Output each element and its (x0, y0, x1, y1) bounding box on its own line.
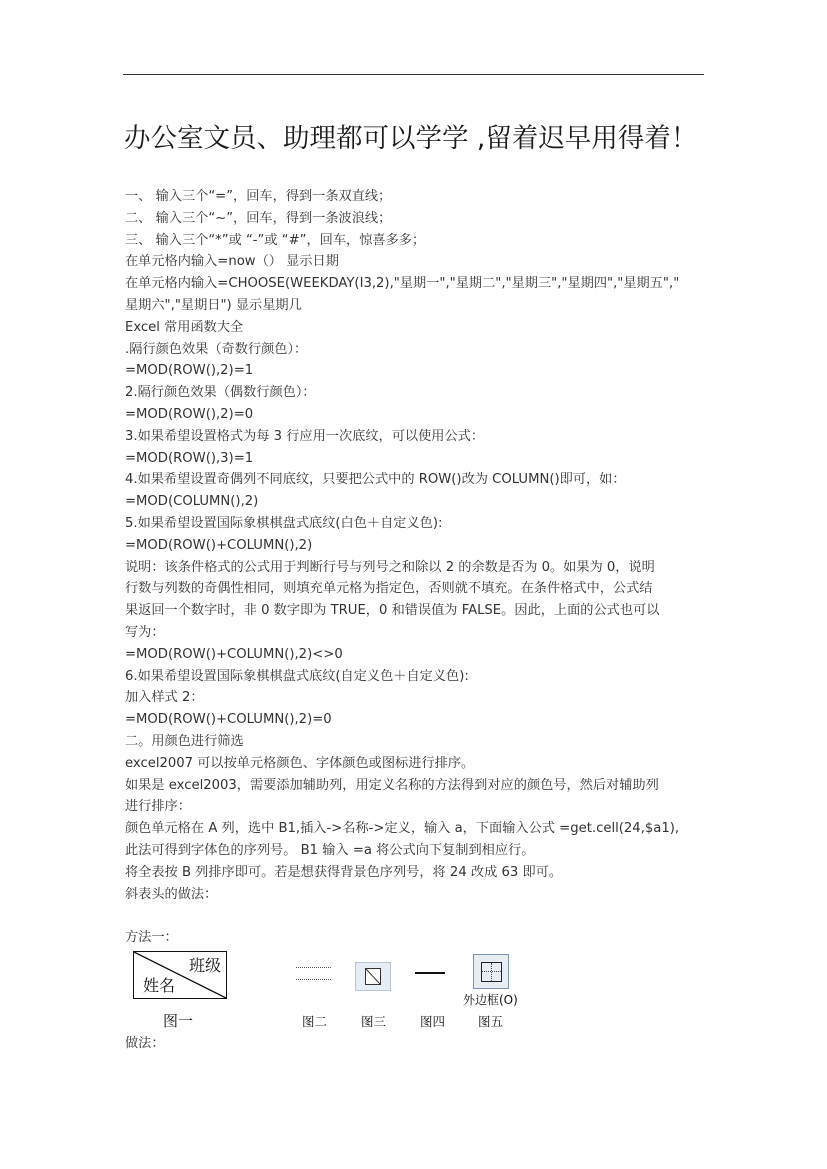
text-line: 在单元格内输入=CHOOSE(WEEKDAY(I3,2),"星期一","星期二","星期三","星期四","星期五"," (125, 276, 680, 292)
solid-line-icon (415, 972, 445, 974)
text-line: 二。用颜色进行筛选 (125, 733, 244, 749)
text-line: 说明：该条件格式的公式用于判断行号与列号之和除以 2 的余数是否为 0。如果为 0，说明 (125, 559, 655, 575)
text-line: .隔行颜色效果（奇数行颜色）： (125, 341, 308, 357)
text-line: 5.如果希望设置国际象棋棋盘式底纹(白色＋自定义色): (125, 515, 443, 531)
top-rule (123, 74, 704, 75)
fig1-top-text: 班级 (188, 956, 221, 975)
text-line: Excel 常用函数大全 (125, 319, 244, 335)
text-line: 一、 输入三个“=”，回车，得到一条双直线； (125, 189, 392, 204)
text-line: 星期六","星期日") 显示星期几 (125, 297, 302, 313)
text-line: =MOD(ROW()+COLUMN(),2) (125, 537, 313, 553)
caption-fig2: 图二 (302, 1014, 328, 1029)
text-line: excel2007 可以按单元格颜色、字体颜色或图标进行排序。 (125, 755, 475, 771)
footer-label: 做法： (125, 1036, 165, 1051)
document-body (125, 186, 715, 949)
caption-fig5: 图五 (478, 1014, 504, 1029)
method-label: 方法一： (125, 930, 178, 946)
diagonal-mark-icon (366, 969, 380, 984)
text-line: 二、 输入三个“~”，回车，得到一条波浪线； (125, 210, 392, 226)
text-line: =MOD(ROW()+COLUMN(),2)=0 (125, 712, 332, 728)
caption-fig1: 图一 (163, 1012, 194, 1030)
text-line: 6.如果希望设置国际象棋棋盘式底纹(自定义色＋自定义色): (125, 668, 469, 684)
fig1-bottom-text: 姓名 (143, 976, 176, 995)
text-line: 斜表头的做法： (125, 886, 218, 902)
page-title: 办公室文员、助理都可以学学 ,留着迟早用得着！ (124, 123, 698, 154)
outer-border-button (463, 954, 523, 1009)
text-line: 果返回一个数字时，非 0 数字即为 TRUE，0 和错误值为 FALSE。因此，上面的公式也可以 (125, 603, 660, 619)
text-line: 如果是 excel2003，需要添加辅助列，用定义名称的方法得到对应的颜色号，然后对辅助列 (125, 777, 659, 793)
caption-fig4: 图四 (420, 1014, 446, 1029)
outer-border-label: 外边框(O) (463, 993, 518, 1007)
text-line: 3.如果希望设置格式为每 3 行应用一次底纹，可以使用公式： (125, 428, 485, 444)
text-line: 2.隔行颜色效果（偶数行颜色）： (125, 385, 316, 401)
outer-border-icon (473, 954, 509, 989)
figures-row (125, 948, 545, 1033)
text-line: 将全表按 B 列排序即可。若是想获得背景色序列号，将 24 改成 63 即可。 (125, 864, 563, 880)
text-line: 加入样式 2： (125, 690, 204, 706)
spacer (125, 905, 715, 927)
text-line: 进行排序： (125, 799, 191, 815)
text-line: 三、 输入三个“*”或 “-”或 “#”，回车，惊喜多多； (125, 232, 426, 248)
text-line: =MOD(ROW(),3)=1 (125, 450, 254, 466)
text-line: =MOD(ROW(),2)=0 (125, 406, 254, 422)
text-line: 写为： (125, 624, 165, 640)
text-line: 行数与列数的奇偶性相同，则填充单元格为指定色，否则就不填充。在条件格式中，公式结 (125, 581, 653, 597)
text-line: =MOD(COLUMN(),2) (125, 494, 259, 510)
text-line: 在单元格内输入=now（） 显示日期 (125, 254, 339, 270)
diagonal-border-button-icon (355, 962, 391, 991)
text-line: =MOD(ROW()+COLUMN(),2)<>0 (125, 646, 343, 662)
diagonal-header-figure (133, 951, 227, 999)
text-line: 4.如果希望设置奇偶列不同底纹，只要把公式中的 ROW()改为 COLUMN()即可，如： (125, 472, 626, 488)
text-line: 颜色单元格在 A 列，选中 B1,插入->名称->定义，输入 a，下面输入公式 =get.cell(24,$a1), (125, 821, 680, 837)
text-line: =MOD(ROW(),2)=1 (125, 363, 254, 379)
border-style-icon (296, 967, 331, 980)
caption-fig3: 图三 (361, 1014, 387, 1029)
text-line: 此法可得到字体色的序列号。 B1 输入 =a 将公式向下复制到相应行。 (125, 842, 535, 858)
